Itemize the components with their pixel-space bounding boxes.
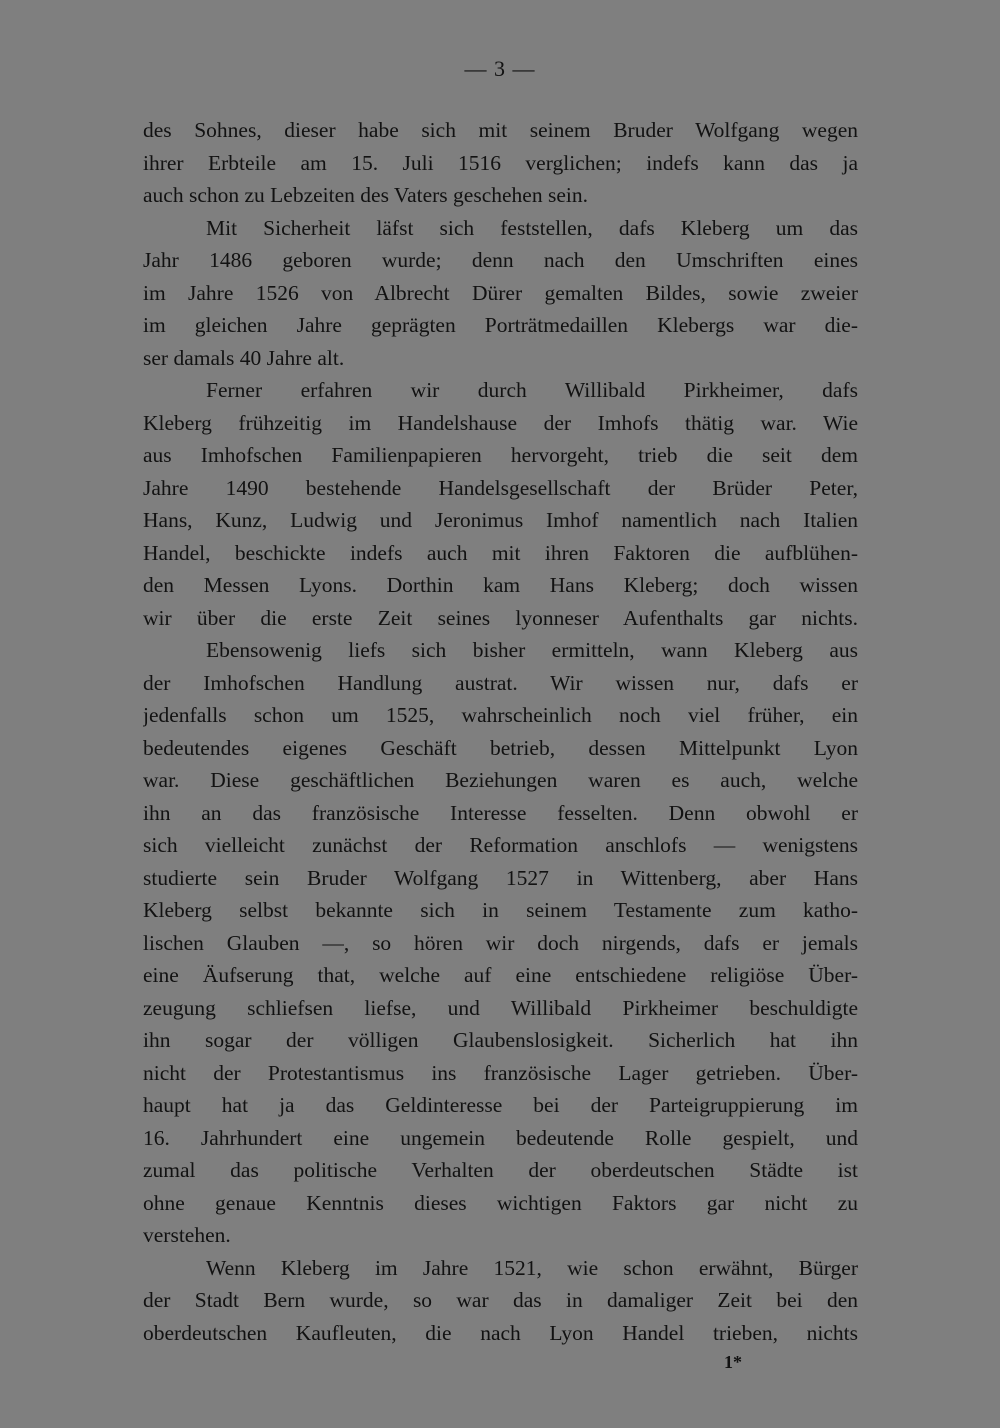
text-line: Hans, Kunz, Ludwig und Jeronimus Imhof namentlich nach Italien xyxy=(143,508,858,532)
text-line: nicht der Protestantismus ins französische Lager getrieben. Über- xyxy=(143,1060,858,1085)
text-line: Wenn Kleberg im Jahre 1521, wie schon erwähnt, Bürger xyxy=(206,1255,858,1280)
body-text xyxy=(143,114,858,1349)
text-line: bedeutendes eigenes Geschäft betrieb, dessen Mittelpunkt Lyon xyxy=(143,735,858,760)
text-line: 16. Jahrhundert eine ungemein bedeutende Rolle gespielt, und xyxy=(143,1125,858,1150)
page-number: — 3 — xyxy=(464,56,536,81)
text-line: wir über die erste Zeit seines lyonneser Aufenthalts gar nichts. xyxy=(143,605,858,630)
text-line: Mit Sicherheit läfst sich feststellen, dafs Kleberg um das xyxy=(206,215,858,240)
text-line: aus Imhofschen Familienpapieren hervorgeht, trieb die seit dem xyxy=(143,443,858,467)
text-line: den Messen Lyons. Dorthin kam Hans Kleberg; doch wissen xyxy=(143,573,858,597)
text-line: Jahre 1490 bestehende Handelsgesellschaft der Brüder Peter, xyxy=(143,475,858,500)
text-line: Handel, beschickte indefs auch mit ihren Faktoren die aufblühen- xyxy=(143,540,858,565)
text-line: Ferner erfahren wir durch Willibald Pirkheimer, dafs xyxy=(206,378,858,402)
text-line: jedenfalls schon um 1525, wahrscheinlich noch viel früher, ein xyxy=(143,703,858,727)
signature-mark: 1* xyxy=(724,1352,742,1372)
text-line: des Sohnes, dieser habe sich mit seinem Bruder Wolfgang wegen xyxy=(143,118,858,142)
text-line: ihn sogar der völligen Glaubenslosigkeit. Sicherlich hat ihn xyxy=(143,1028,858,1052)
text-line: auch schon zu Lebzeiten des Vaters geschehen sein. xyxy=(143,183,588,207)
text-line: studierte sein Bruder Wolfgang 1527 in Wittenberg, aber Hans xyxy=(143,865,858,890)
text-line: ohne genaue Kenntnis dieses wichtigen Faktors gar nicht zu xyxy=(143,1190,858,1215)
text-line: lischen Glauben —, so hören wir doch nirgends, dafs er jemals xyxy=(143,930,858,955)
text-line: oberdeutschen Kaufleuten, die nach Lyon Handel trieben, nichts xyxy=(143,1320,858,1345)
text-line: zumal das politische Verhalten der oberdeutschen Städte ist xyxy=(143,1158,858,1182)
text-line: haupt hat ja das Geldinteresse bei der Parteigruppierung im xyxy=(143,1093,858,1117)
text-line: der Stadt Bern wurde, so war das in damaliger Zeit bei den xyxy=(143,1288,858,1312)
text-line: ihn an das französische Interesse fesselten. Denn obwohl er xyxy=(143,800,858,825)
text-line: Kleberg frühzeitig im Handelshause der Imhofs thätig war. Wie xyxy=(143,410,858,435)
text-line: verstehen. xyxy=(143,1223,231,1247)
text-line: im Jahre 1526 von Albrecht Dürer gemalten Bildes, sowie zweier xyxy=(143,280,858,305)
text-line: der Imhofschen Handlung austrat. Wir wissen nur, dafs er xyxy=(143,670,858,695)
text-line: im gleichen Jahre geprägten Porträtmedaillen Klebergs war die- xyxy=(143,313,858,337)
text-line: zeugung schliefsen liefse, und Willibald Pirkheimer beschuldigte xyxy=(143,995,858,1020)
text-line: war. Diese geschäftlichen Beziehungen waren es auch, welche xyxy=(143,768,858,792)
text-line: Kleberg selbst bekannte sich in seinem Testamente zum katho- xyxy=(143,898,858,922)
text-line: Jahr 1486 geboren wurde; denn nach den Umschriften eines xyxy=(143,248,858,272)
text-line: sich vielleicht zunächst der Reformation anschlofs — wenigstens xyxy=(143,833,858,857)
text-line: Ebensowenig liefs sich bisher ermitteln, wann Kleberg aus xyxy=(206,638,858,662)
text-line: ser damals 40 Jahre alt. xyxy=(143,345,345,370)
text-line: ihrer Erbteile am 15. Juli 1516 verglichen; indefs kann das ja xyxy=(143,150,858,175)
text-line: eine Äufserung that, welche auf eine entschiedene religiöse Über- xyxy=(143,963,858,987)
